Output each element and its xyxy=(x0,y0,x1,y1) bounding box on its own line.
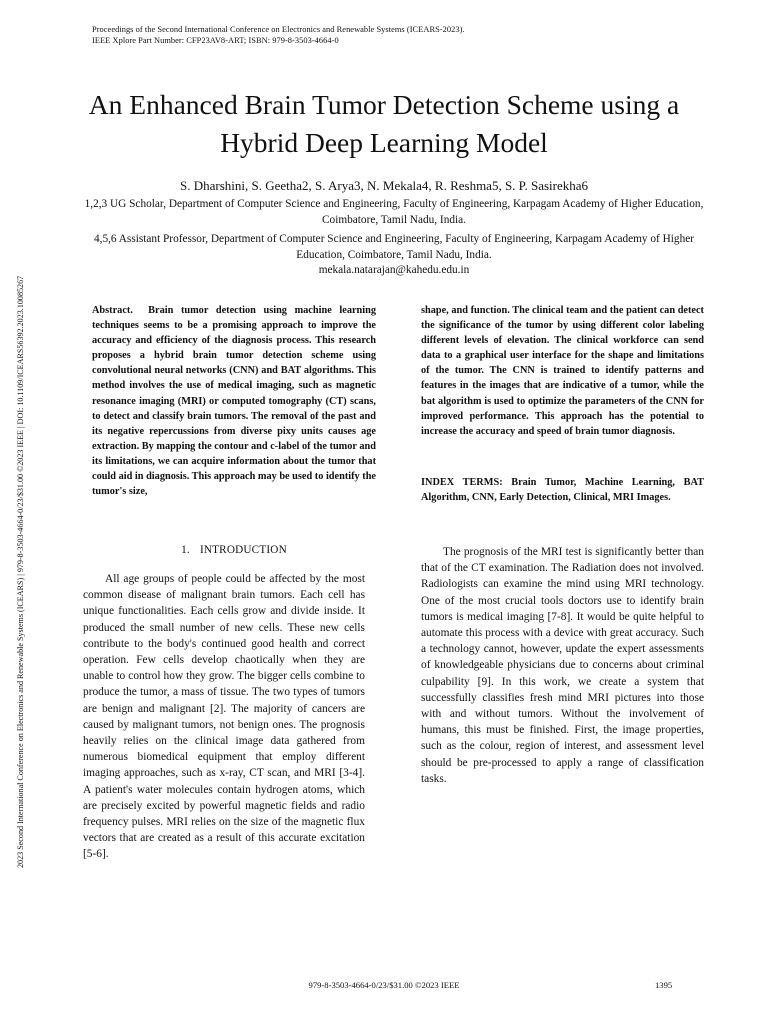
section-heading-introduction xyxy=(92,544,376,556)
side-doi-stamp: 2023 Second International Conference on Electronics and Renewable Systems (ICEARS) | 979-8-3503-4664-0/23/$31.00 ©2023 IEEE | DOI: 10.1109/ICEARS56392.2023.10085267 xyxy=(16,275,25,868)
section-number: 1. xyxy=(181,544,190,556)
section-title: INTRODUCTION xyxy=(199,544,287,556)
introduction-left-column: All age groups of people could be affected by the most common disease of malignant brain tumors. Each cell has unique functionalities. Each cells grow and divide inside. It produced the small number of new cells. These new cells contribute to the body's continued good health and correct operation. Few cells develop chaotically when they are unable to control how they grow. The bigger cells combine to produce the tumor, a mass of tissue. The two types of tumors are benign and malignant [2]. The majority of cancers are caused by malignant tumors, not benign ones. The prognosis heavily relies on the clinical image data gathered from numerous biomedical equipment that employ different imaging approaches, such as x-ray, CT scan, and MRI [3-4]. A patient's water molecules contain hydrogen atoms, which are precisely excited by powerful magnetic fields and radio frequency pulses. MRI relies on the size of the magnetic flux vectors that are created as a result of this accurate excitation [5-6]. xyxy=(83,573,365,861)
conference-header-line-2: IEEE Xplore Part Number: CFP23AV8-ART; ISBN: 979-8-3503-4664-0 xyxy=(92,36,339,45)
footer-copyright: 979-8-3503-4664-0/23/$31.00 ©2023 IEEE xyxy=(308,980,460,990)
contact-email: mekala.natarajan@kahedu.edu.in xyxy=(318,264,470,276)
abstract-text-left: Brain tumor detection using machine learning techniques seems to be a promising approach to improve the accuracy and efficiency of the diagnosis process. This research proposes a hybrid brain tumor detection scheme using convolutional neural networks (CNN) and BAT algorithms. This method involves the use of medical imaging, such as magnetic resonance imaging (MRI) or computed tomography (CT) scans, to detect and classify brain tumors. The removal of the past and its negative repercussions from diverse pixy units causes age extraction. By mapping the contour and c-label of the tumor and its limitations, we can acquire information about the tumor that could aid in diagnosis. This approach may be used to identify the tumor's size, xyxy=(92,305,376,498)
author-list: S. Dharshini, S. Geetha2, S. Arya3, N. Mekala4, R. Reshma5, S. P. Sasirekha6 xyxy=(179,178,589,193)
affiliation-ug: 1,2,3 UG Scholar, Department of Computer Science and Engineering, Faculty of Engineering, Karpagam Academy of Higher Education, Coimbatore, Tamil Nadu, India. xyxy=(84,198,704,226)
affiliation-professor: 4,5,6 Assistant Professor, Department of Computer Science and Engineering, Faculty of Engineering, Karpagam Academy of Higher Education, Coimbatore, Tamil Nadu, India. xyxy=(93,233,694,261)
abstract-label: Abstract. xyxy=(92,305,133,316)
abstract-left-column xyxy=(92,303,376,499)
introduction-right-column: The prognosis of the MRI test is significantly better than that of the CT examination. The Radiation does not involved. Radiologists can examine the mind using MRI technology. One of the most crucial tools doctors use to identify brain tumors is medical imaging [7-8]. It would be quite helpful to automate this process with a device with great accuracy. Such a technology cannot, however, update the expert assessments of knowledgeable physicians due to concerns about criminal culpability [9]. In this work, we create a system that successfully classifies fresh mind MRI pictures into those with and without tumors. Without the involvement of humans, this must be finished. First, the image properties, such as the colour, region of interest, and assessment level should be pre-processed to apply a range of classification tasks. xyxy=(421,546,704,785)
conference-header-line-1: Proceedings of the Second International Conference on Electronics and Renewable Systems (ICEARS-2023). xyxy=(92,25,465,34)
abstract-text-right: shape, and function. The clinical team and the patient can detect the significance of the tumor by using different color labeling different levels of elevation. The clinical workforce can send data to a graphical user interface for the shape and limitations of the tumor. The CNN is trained to identify patterns and features in the images that are indicative of a tumor, while the bat algorithm is used to optimize the parameters of the CNN for improved performance. This approach has the potential to increase the accuracy and speed of brain tumor diagnosis. xyxy=(421,305,704,437)
index-terms: INDEX TERMS: Brain Tumor, Machine Learning, BAT Algorithm, CNN, Early Detection, Clinical, MRI Images. xyxy=(421,477,704,503)
page-number: 1395 xyxy=(655,980,673,990)
paper-title: An Enhanced Brain Tumor Detection Scheme using a Hybrid Deep Learning Model xyxy=(88,89,680,158)
abstract-right-column xyxy=(421,303,704,439)
